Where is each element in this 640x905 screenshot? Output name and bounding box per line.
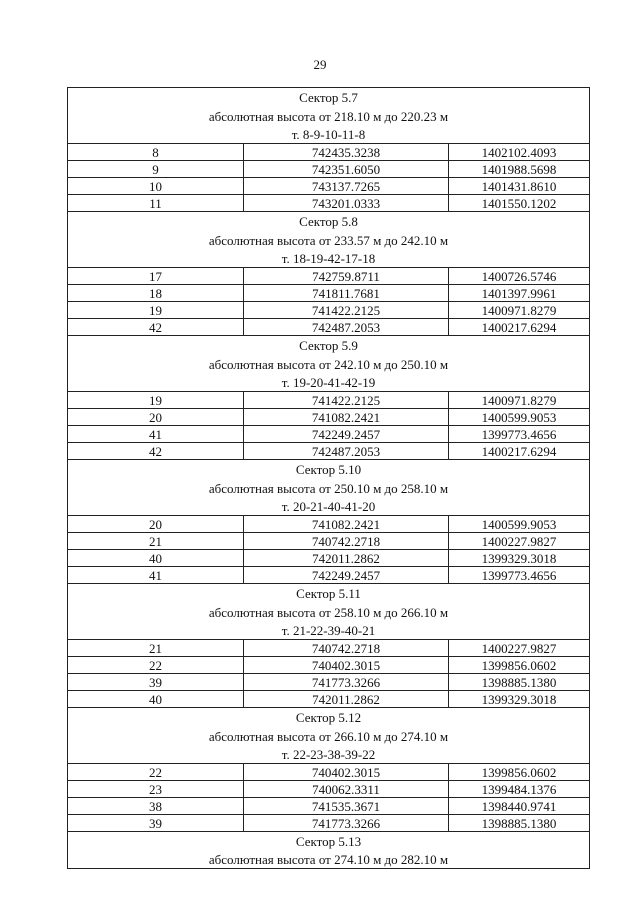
sector-title: Сектор 5.10 [68, 460, 590, 480]
table-row [68, 319, 590, 336]
sector-header-row [68, 498, 590, 516]
x-coordinate-cell: 742759.8711 [244, 268, 449, 285]
y-coordinate-cell: 1400599.9053 [449, 409, 590, 426]
coordinates-table [67, 87, 590, 869]
table-row [68, 691, 590, 708]
y-coordinate-cell: 1399773.4656 [449, 426, 590, 443]
sector-header-row [68, 708, 590, 728]
table-row [68, 144, 590, 161]
table-row [68, 516, 590, 533]
point-number-cell: 20 [68, 516, 244, 533]
sector-header-row [68, 336, 590, 356]
point-number-cell: 20 [68, 409, 244, 426]
y-coordinate-cell: 1399484.1376 [449, 781, 590, 798]
x-coordinate-cell: 742011.2862 [244, 691, 449, 708]
page-number: 29 [313, 57, 327, 72]
sector-header-row [68, 851, 590, 869]
point-number-cell: 21 [68, 640, 244, 657]
sector-points: т. 20-21-40-41-20 [68, 498, 590, 516]
table-row [68, 426, 590, 443]
x-coordinate-cell: 742487.2053 [244, 443, 449, 460]
sector-header-row [68, 746, 590, 764]
point-number-cell: 21 [68, 533, 244, 550]
point-number-cell: 8 [68, 144, 244, 161]
table-row [68, 268, 590, 285]
y-coordinate-cell: 1399329.3018 [449, 550, 590, 567]
sector-title: Сектор 5.12 [68, 708, 590, 728]
coordinates-table-body [68, 88, 590, 869]
table-row [68, 674, 590, 691]
sector-header-row [68, 603, 590, 622]
sector-points: т. 19-20-41-42-19 [68, 374, 590, 392]
x-coordinate-cell: 741082.2421 [244, 516, 449, 533]
x-coordinate-cell: 741082.2421 [244, 409, 449, 426]
y-coordinate-cell: 1400971.8279 [449, 302, 590, 319]
sector-header-row [68, 584, 590, 604]
point-number-cell: 17 [68, 268, 244, 285]
sector-altitude: абсолютная высота от 274.10 м до 282.10 м [68, 851, 590, 869]
point-number-cell: 40 [68, 550, 244, 567]
sector-header-row [68, 727, 590, 746]
point-number-cell: 22 [68, 657, 244, 674]
sector-altitude: абсолютная высота от 218.10 м до 220.23 м [68, 107, 590, 126]
sector-altitude: абсолютная высота от 233.57 м до 242.10 м [68, 231, 590, 250]
point-number-cell: 22 [68, 764, 244, 781]
sector-header-row [68, 832, 590, 852]
point-number-cell: 18 [68, 285, 244, 302]
x-coordinate-cell: 742351.6050 [244, 161, 449, 178]
sector-header-row [68, 107, 590, 126]
point-number-cell: 10 [68, 178, 244, 195]
sector-header-row [68, 479, 590, 498]
x-coordinate-cell: 740062.3311 [244, 781, 449, 798]
x-coordinate-cell: 741535.3671 [244, 798, 449, 815]
table-row [68, 302, 590, 319]
x-coordinate-cell: 742249.2457 [244, 426, 449, 443]
table-row [68, 798, 590, 815]
table-row [68, 657, 590, 674]
table-row [68, 533, 590, 550]
point-number-cell: 9 [68, 161, 244, 178]
point-number-cell: 11 [68, 195, 244, 212]
table-row [68, 640, 590, 657]
sector-points: т. 8-9-10-11-8 [68, 126, 590, 144]
x-coordinate-cell: 741773.3266 [244, 674, 449, 691]
table-row [68, 443, 590, 460]
y-coordinate-cell: 1402102.4093 [449, 144, 590, 161]
x-coordinate-cell: 741422.2125 [244, 302, 449, 319]
y-coordinate-cell: 1399856.0602 [449, 764, 590, 781]
y-coordinate-cell: 1398440.9741 [449, 798, 590, 815]
y-coordinate-cell: 1400217.6294 [449, 443, 590, 460]
table-row [68, 550, 590, 567]
y-coordinate-cell: 1399856.0602 [449, 657, 590, 674]
y-coordinate-cell: 1400217.6294 [449, 319, 590, 336]
x-coordinate-cell: 742249.2457 [244, 567, 449, 584]
point-number-cell: 23 [68, 781, 244, 798]
sector-header-row [68, 622, 590, 640]
point-number-cell: 42 [68, 443, 244, 460]
sector-title: Сектор 5.7 [68, 88, 590, 108]
point-number-cell: 19 [68, 392, 244, 409]
y-coordinate-cell: 1398885.1380 [449, 815, 590, 832]
table-row [68, 285, 590, 302]
point-number-cell: 40 [68, 691, 244, 708]
sector-title: Сектор 5.11 [68, 584, 590, 604]
x-coordinate-cell: 742487.2053 [244, 319, 449, 336]
table-row [68, 178, 590, 195]
y-coordinate-cell: 1399329.3018 [449, 691, 590, 708]
point-number-cell: 41 [68, 567, 244, 584]
sector-header-row [68, 460, 590, 480]
y-coordinate-cell: 1401431.8610 [449, 178, 590, 195]
sector-title: Сектор 5.13 [68, 832, 590, 852]
x-coordinate-cell: 740402.3015 [244, 657, 449, 674]
sector-altitude: абсолютная высота от 266.10 м до 274.10 м [68, 727, 590, 746]
y-coordinate-cell: 1400599.9053 [449, 516, 590, 533]
point-number-cell: 42 [68, 319, 244, 336]
x-coordinate-cell: 740402.3015 [244, 764, 449, 781]
table-row [68, 392, 590, 409]
table-row [68, 567, 590, 584]
sector-header-row [68, 231, 590, 250]
x-coordinate-cell: 741773.3266 [244, 815, 449, 832]
y-coordinate-cell: 1400726.5746 [449, 268, 590, 285]
point-number-cell: 19 [68, 302, 244, 319]
y-coordinate-cell: 1401988.5698 [449, 161, 590, 178]
table-row [68, 161, 590, 178]
x-coordinate-cell: 741811.7681 [244, 285, 449, 302]
x-coordinate-cell: 743137.7265 [244, 178, 449, 195]
point-number-cell: 38 [68, 798, 244, 815]
sector-title: Сектор 5.9 [68, 336, 590, 356]
point-number-cell: 39 [68, 674, 244, 691]
sector-header-row [68, 212, 590, 232]
table-row [68, 781, 590, 798]
table-row [68, 409, 590, 426]
y-coordinate-cell: 1401397.9961 [449, 285, 590, 302]
y-coordinate-cell: 1400227.9827 [449, 533, 590, 550]
table-row [68, 195, 590, 212]
x-coordinate-cell: 740742.2718 [244, 533, 449, 550]
x-coordinate-cell: 742011.2862 [244, 550, 449, 567]
y-coordinate-cell: 1400971.8279 [449, 392, 590, 409]
x-coordinate-cell: 742435.3238 [244, 144, 449, 161]
sector-points: т. 18-19-42-17-18 [68, 250, 590, 268]
sector-header-row [68, 374, 590, 392]
sector-header-row [68, 88, 590, 108]
sector-altitude: абсолютная высота от 242.10 м до 250.10 м [68, 355, 590, 374]
sector-header-row [68, 250, 590, 268]
sector-altitude: абсолютная высота от 258.10 м до 266.10 м [68, 603, 590, 622]
table-row [68, 815, 590, 832]
sector-header-row [68, 355, 590, 374]
point-number-cell: 39 [68, 815, 244, 832]
sector-title: Сектор 5.8 [68, 212, 590, 232]
sector-altitude: абсолютная высота от 250.10 м до 258.10 м [68, 479, 590, 498]
x-coordinate-cell: 741422.2125 [244, 392, 449, 409]
y-coordinate-cell: 1398885.1380 [449, 674, 590, 691]
y-coordinate-cell: 1399773.4656 [449, 567, 590, 584]
point-number-cell: 41 [68, 426, 244, 443]
y-coordinate-cell: 1400227.9827 [449, 640, 590, 657]
x-coordinate-cell: 740742.2718 [244, 640, 449, 657]
sector-points: т. 21-22-39-40-21 [68, 622, 590, 640]
sector-points: т. 22-23-38-39-22 [68, 746, 590, 764]
x-coordinate-cell: 743201.0333 [244, 195, 449, 212]
y-coordinate-cell: 1401550.1202 [449, 195, 590, 212]
sector-header-row [68, 126, 590, 144]
table-row [68, 764, 590, 781]
